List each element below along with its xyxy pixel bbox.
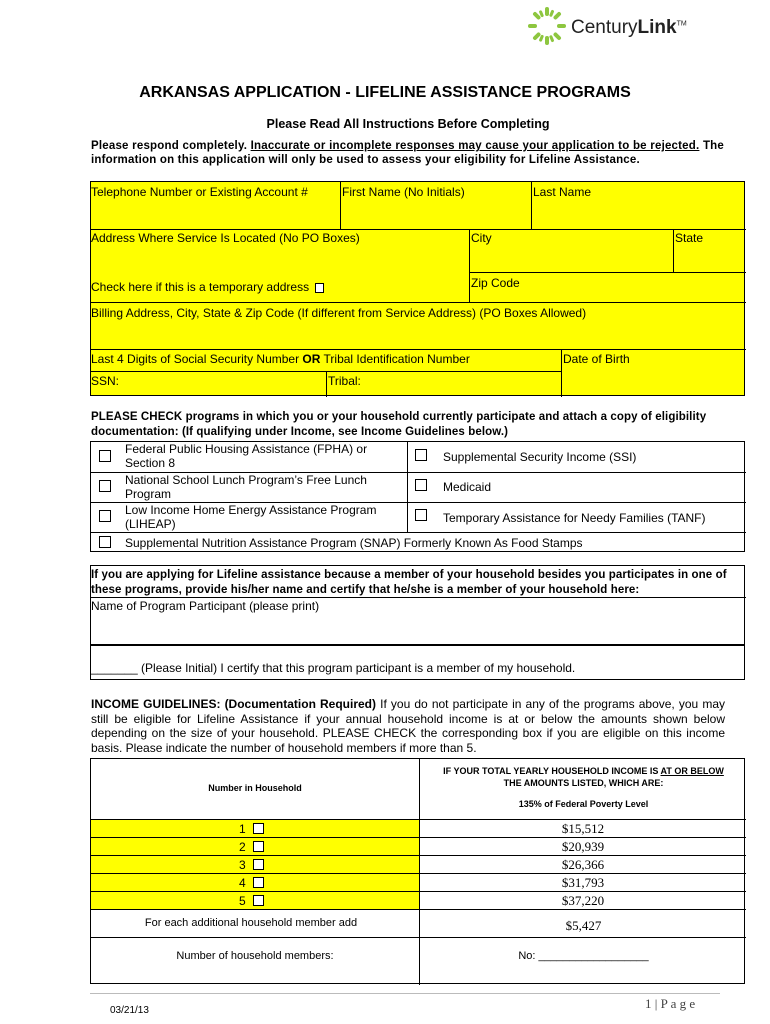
city-field[interactable]: City (471, 231, 492, 245)
billing-address-field[interactable]: Billing Address, City, State & Zip Code (If different from Service Address) (PO Boxes Allowed) (91, 306, 587, 320)
household-size: 2 (239, 840, 246, 854)
ssi-checkbox[interactable] (415, 449, 427, 461)
intro-paragraph (91, 139, 724, 167)
page-subtitle: Please Read All Instructions Before Completing (266, 117, 550, 131)
telephone-field[interactable]: Telephone Number or Existing Account # (91, 185, 308, 199)
snap-checkbox[interactable] (99, 536, 111, 548)
household-size-checkbox[interactable] (253, 823, 264, 834)
liheap-label: Low Income Home Energy Assistance Program (LIHEAP) (125, 503, 377, 531)
ssn-field[interactable]: SSN: (91, 374, 120, 388)
income-paragraph (91, 697, 725, 755)
additional-member-amount: $5,427 (565, 918, 602, 933)
income-row-household (91, 874, 419, 892)
participant-name-input[interactable] (91, 626, 744, 646)
income-amount: $20,939 (420, 838, 746, 856)
income-amount: $37,220 (420, 892, 746, 910)
tribal-field[interactable]: Tribal: (328, 374, 361, 388)
intro-rest: The information on this application will only be used to assess your eligibility for Lifeline Assistance. (91, 140, 724, 166)
household-size: 1 (239, 822, 246, 836)
income-row-household (91, 856, 419, 874)
programs-table (90, 441, 745, 552)
income-amount: $15,512 (420, 820, 746, 838)
participant-heading: If you are applying for Lifeline assistance because a member of your household besides you participates in one of these programs, provide his/her name and certify that he/she is a member of your household here: (91, 569, 727, 596)
tanf-checkbox[interactable] (415, 509, 427, 521)
intro-lead: Please respond completely. (91, 140, 248, 152)
dob-field[interactable]: Date of Birth (563, 352, 630, 366)
logo-mark-icon (527, 6, 567, 46)
logo-text-bold: Link (637, 17, 677, 38)
state-field[interactable]: State (675, 231, 704, 245)
medicaid-label: Medicaid (443, 480, 492, 494)
liheap-checkbox[interactable] (99, 510, 111, 522)
temp-address-checkbox[interactable] (315, 283, 324, 293)
logo-text: Century (571, 17, 638, 38)
household-size: 5 (239, 894, 246, 908)
income-table (90, 758, 745, 984)
income-row-household (91, 892, 419, 910)
ssi-label: Supplemental Security Income (SSI) (443, 450, 637, 464)
nslp-label: National School Lunch Program’s Free Lunch Program (125, 473, 367, 501)
income-row-household (91, 838, 419, 856)
last-name-field[interactable]: Last Name (533, 185, 592, 199)
participant-certify[interactable]: _______ (Please Initial) I certify that this program participant is a member of my household. (91, 661, 576, 675)
income-amount: $26,366 (420, 856, 746, 874)
zip-field[interactable]: Zip Code (471, 276, 520, 290)
income-amount: $31,793 (420, 874, 746, 892)
intro-warning: Inaccurate or incomplete responses may cause your application to be rejected. (250, 140, 700, 152)
income-heading: INCOME GUIDELINES: (Documentation Required) (91, 697, 377, 711)
snap-label: Supplemental Nutrition Assistance Program (SNAP) Formerly Known As Food Stamps (125, 536, 583, 550)
participant-name-label: Name of Program Participant (please print) (91, 599, 320, 613)
participant-section (90, 565, 745, 680)
household-size-checkbox[interactable] (253, 841, 264, 852)
applicant-form (90, 181, 745, 396)
medicaid-checkbox[interactable] (415, 479, 427, 491)
income-text: If you do not participate in any of the programs above, you may still be eligible for Lifeline Assistance if your annual household income is at or below the amounts shown below depending on the size of your household. PLEASE CHECK the corresponding box if you are eligible on this income basis. Please indicate the number of household members if more than 5. (91, 697, 725, 755)
first-name-field[interactable]: First Name (No Initials) (342, 185, 465, 199)
poverty-level-header: 135% of Federal Poverty Level (518, 799, 649, 809)
household-size-checkbox[interactable] (253, 859, 264, 870)
tanf-label: Temporary Assistance for Needy Families (TANF) (443, 511, 706, 525)
address-field[interactable]: Address Where Service Is Located (No PO Boxes) (91, 231, 360, 245)
logo-tm: TM (676, 20, 687, 28)
fpha-checkbox[interactable] (99, 450, 111, 462)
ssn-tribal-label: Last 4 Digits of Social Security Number OR Tribal Identification Number (91, 352, 470, 366)
footer-divider (90, 993, 720, 994)
temp-address-label: Check here if this is a temporary address (91, 280, 324, 294)
nslp-checkbox[interactable] (99, 480, 111, 492)
fpha-label: Federal Public Housing Assistance (FPHA) or Section 8 (125, 442, 368, 470)
income-row-household (91, 820, 419, 838)
centurylink-logo (527, 6, 697, 46)
footer-date: 03/21/13 (110, 1005, 149, 1016)
household-size: 4 (239, 876, 246, 890)
programs-heading: PLEASE CHECK programs in which you or your household currently participate and attach a copy of eligibility documentation: (If qualifying under Income, see Income Guidelines below.) (91, 411, 707, 438)
additional-member-label: For each additional household member add (144, 917, 358, 929)
page-title: ARKANSAS APPLICATION - LIFELINE ASSISTANCE PROGRAMS (139, 84, 631, 101)
household-members-input[interactable]: No: __________________ (518, 950, 649, 962)
household-size-checkbox[interactable] (253, 895, 264, 906)
income-header: IF YOUR TOTAL YEARLY HOUSEHOLD INCOME IS AT OR BELOW THE AMOUNTS LISTED, WHICH ARE: (443, 766, 724, 788)
page-number: 1 | P a g e (645, 996, 696, 1011)
household-size-checkbox[interactable] (253, 877, 264, 888)
household-size: 3 (239, 858, 246, 872)
household-members-label: Number of household members: (176, 950, 334, 962)
household-header: Number in Household (208, 783, 302, 793)
